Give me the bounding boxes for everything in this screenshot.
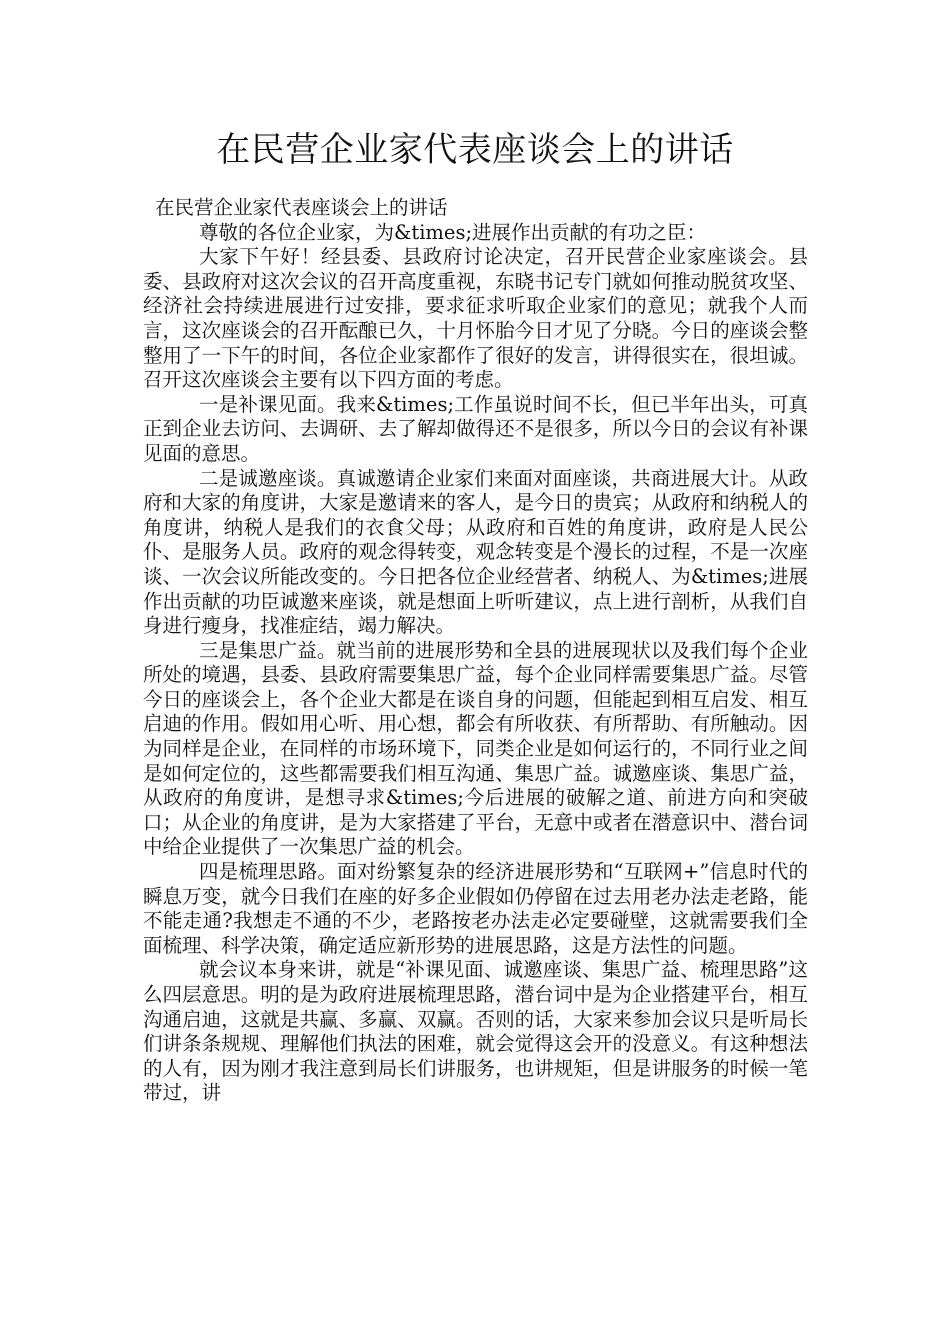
paragraph-salutation: 尊敬的各位企业家，为&times;进展作出贡献的有功之臣： <box>199 220 707 244</box>
paragraph-summary: 就会议本身来讲，就是“补课见面、诚邀座谈、集思广益、梳理思路”这么四层意思。明的是为政府进展梳理思路，潜台词中是为企业搭建平台，相互沟通启迪，这就是共赢、多赢、双赢。否则的话，大家来参加会议只是听局长们讲条条规规、理解他们执法的困难，就会觉得这会开的没意义。有这种想法的人有，因为刚才我注意到局长们讲服务，也讲规矩，但是讲服务的时候一笔带过，讲 <box>143 958 808 1105</box>
paragraph-point-one: 一是补课见面。我来&times;工作虽说时间不长，但已半年出头，可真正到企业去访问、去调研、去了解却做得还不是很多，所以今日的会议有补课见面的意思。 <box>143 392 808 465</box>
document-body <box>143 196 808 1106</box>
paragraph-point-three: 三是集思广益。就当前的进展形势和全县的进展现状以及我们每个企业所处的境遇，县委、县政府需要集思广益，每个企业同样需要集思广益。尽管今日的座谈会上，各个企业大都是在谈自身的问题，但能起到相互启发、相互启迪的作用。假如用心听、用心想，都会有所收获、有所帮助、有所触动。因为同样是企业，在同样的市场环境下，同类企业是如何运行的，不同行业之间是如何定位的，这些都需要我们相互沟通、集思广益。诚邀座谈、集思广益，从政府的角度讲，是想寻求&times;今后进展的破解之道、前进方向和突破口；从企业的角度讲，是为大家搭建了平台，无意中或者在潜意识中、潜台词中给企业提供了一次集思广益的机会。 <box>143 638 808 859</box>
paragraph-point-two: 二是诚邀座谈。真诚邀请企业家们来面对面座谈，共商进展大计。从政府和大家的角度讲，大家是邀请来的客人，是今日的贵宾；从政府和纳税人的角度讲，纳税人是我们的衣食父母；从政府和百姓的角度讲，政府是人民公仆、是服务人员。政府的观念得转变，观念转变是个漫长的过程，不是一次座谈、一次会议所能改变的。今日把各位企业经营者、纳税人、为&times;进展作出贡献的功臣诚邀来座谈，就是想面上听听建议，点上进行剖析，从我们自身进行瘦身，找准症结，竭力解决。 <box>143 466 808 638</box>
paragraph-point-four: 四是梳理思路。面对纷繁复杂的经济进展形势和“互联网+”信息时代的瞬息万变，就今日我们在座的好多企业假如仍停留在过去用老办法走老路，能不能走通?我想走不通的不少，老路按老办法走必定要碰壁，这就需要我们全面梳理、科学决策，确定适应新形势的进展思路，这是方法性的问题。 <box>143 860 808 957</box>
document-title: 在民营企业家代表座谈会上的讲话 <box>216 130 734 170</box>
document-subtitle: 在民营企业家代表座谈会上的讲话 <box>155 196 448 219</box>
paragraph-greeting: 大家下午好！经县委、县政府讨论决定，召开民营企业家座谈会。县委、县政府对这次会议的召开高度重视，东晓书记专门就如何推动脱贫攻坚、经济社会持续进展进行过安排，要求征求听取企业家们的意见；就我个人而言，这次座谈会的召开酝酿已久，十月怀胎今日才见了分晓。今日的座谈会整整用了一下午的时间，各位企业家都作了很好的发言，讲得很实在，很坦诚。召开这次座谈会主要有以下四方面的考虑。 <box>143 245 808 392</box>
